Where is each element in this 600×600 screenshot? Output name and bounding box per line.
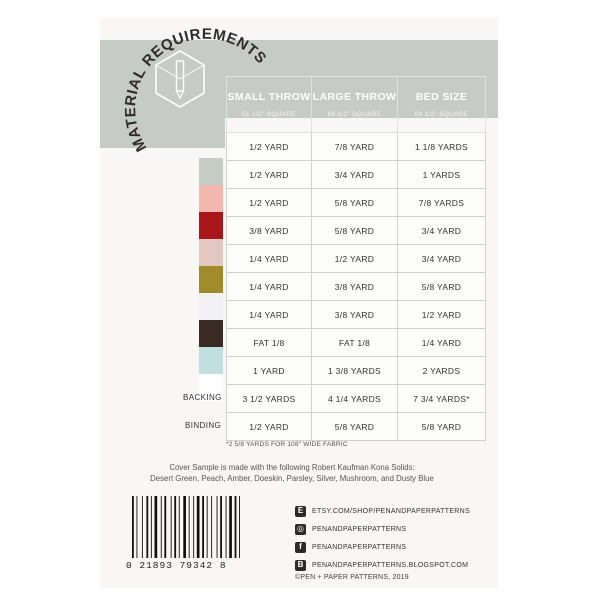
- table-cell: 7 3/4 YARDS*: [398, 385, 486, 413]
- table-cell: FAT 1/8: [312, 329, 398, 357]
- table-row: [227, 133, 486, 161]
- fabric-swatch: [199, 212, 223, 239]
- fabric-swatches: [199, 158, 223, 401]
- footnote: *2 5/8 YARDS FOR 108" WIDE FABRIC: [226, 441, 348, 448]
- table-row: [227, 217, 486, 245]
- table-cell: 1 3/8 YARDS: [312, 357, 398, 385]
- table-row: [227, 245, 486, 273]
- social-link-instagram[interactable]: [295, 521, 470, 537]
- barcode-bar: [235, 496, 237, 558]
- table-cell: 7/8 YARDS: [398, 189, 486, 217]
- table-row: [227, 189, 486, 217]
- table-cell: 1/4 YARD: [398, 329, 486, 357]
- fabric-swatch: [199, 293, 223, 320]
- table-cell: 3/4 YARD: [398, 245, 486, 273]
- table-cell: 5/8 YARD: [312, 189, 398, 217]
- table-cell: 1/2 YARD: [398, 301, 486, 329]
- facebook-icon: f: [295, 542, 306, 553]
- table-cell: 1 YARD: [227, 357, 312, 385]
- barcode-bar: [161, 496, 162, 558]
- cover-line: Desert Green, Peach, Amber, Doeskin, Parsley, Silver, Mushroom, and Dusty Blue: [150, 474, 434, 483]
- barcode-bar: [174, 496, 176, 558]
- table-cell: 1/4 YARD: [227, 273, 312, 301]
- table-cell: 3/8 YARD: [312, 301, 398, 329]
- pen-logo-icon: [153, 48, 207, 110]
- table-row: [227, 385, 486, 413]
- table-cell: 3/4 YARD: [312, 161, 398, 189]
- barcode-bar: [189, 496, 190, 558]
- barcode-bar: [132, 496, 134, 558]
- social-links: [295, 503, 470, 575]
- material-table: [226, 76, 486, 441]
- barcode-bar: [197, 496, 200, 558]
- table-cell: 3/8 YARD: [312, 273, 398, 301]
- table-cell: 3/4 YARD: [398, 217, 486, 245]
- table-cell: 3/8 YARD: [227, 217, 312, 245]
- table-row: [227, 357, 486, 385]
- barcode-bar: [193, 496, 194, 558]
- barcode-bar: [155, 496, 158, 558]
- barcode-bar: [146, 496, 148, 558]
- barcode-bar: [220, 496, 222, 558]
- column-header: BED SIZE 84 1/2" SQUARE: [398, 77, 486, 133]
- barcode-bar: [142, 496, 143, 558]
- barcode-bar: [179, 496, 180, 558]
- barcode-bar: [239, 496, 240, 558]
- barcode-bar: [171, 496, 172, 558]
- cover-sample-note: [112, 462, 472, 484]
- table-cell: 5/8 YARD: [312, 413, 398, 441]
- table-row: [227, 301, 486, 329]
- table-row: [227, 329, 486, 357]
- instagram-icon: ◎: [295, 524, 306, 535]
- table-cell: 5/8 YARD: [398, 413, 486, 441]
- barcode-bar: [151, 496, 152, 558]
- barcode-bar: [226, 496, 227, 558]
- table-cell: 1/4 YARD: [227, 245, 312, 273]
- row-label-backing: BACKING: [183, 393, 222, 402]
- social-text: PENANDPAPERPATTERNS: [312, 543, 407, 551]
- table-cell: 4 1/4 YARDS: [312, 385, 398, 413]
- blogger-icon: B: [295, 560, 306, 571]
- table-cell: 5/8 YARD: [398, 273, 486, 301]
- page-title: MATERIAL REQUIREMENTS: [122, 25, 270, 155]
- barcode-bar: [202, 496, 204, 558]
- fabric-swatch: [199, 320, 223, 347]
- table-cell: 1 1/8 YARDS: [398, 133, 486, 161]
- social-link-facebook[interactable]: [295, 539, 470, 555]
- barcode-bar: [183, 496, 186, 558]
- table-cell: 1/2 YARD: [227, 189, 312, 217]
- table-cell: 1/2 YARD: [227, 161, 312, 189]
- table-row: [227, 273, 486, 301]
- table-row: [227, 161, 486, 189]
- table-row: [227, 413, 486, 441]
- table-cell: FAT 1/8: [227, 329, 312, 357]
- fabric-swatch: [199, 239, 223, 266]
- etsy-icon: E: [295, 506, 306, 517]
- row-label-binding: BINDING: [185, 421, 222, 430]
- fabric-swatch: [199, 266, 223, 293]
- barcode-bar: [164, 496, 166, 558]
- table-cell: 3 1/2 YARDS: [227, 385, 312, 413]
- table-cell: 1/4 YARD: [227, 301, 312, 329]
- fabric-swatch: [199, 347, 223, 374]
- social-text: ETSY.COM/SHOP/PENANDPAPERPATTERNS: [312, 507, 470, 515]
- column-header: SMALL THROW 51 1/2" SQUARE: [227, 77, 312, 133]
- fabric-swatch: [199, 185, 223, 212]
- table-cell: 1/2 YARD: [227, 413, 312, 441]
- table-cell: 7/8 YARD: [312, 133, 398, 161]
- barcode-bar: [217, 496, 218, 558]
- column-header: LARGE THROW 68 1/2" SQUARE: [312, 77, 398, 133]
- barcode-bar: [207, 496, 208, 558]
- social-link-etsy[interactable]: [295, 503, 470, 519]
- barcode-bar: [137, 496, 138, 558]
- copyright: ©PEN + PAPER PATTERNS, 2019: [295, 574, 409, 581]
- barcode-bar: [229, 496, 232, 558]
- table-cell: 2 YARDS: [398, 357, 486, 385]
- social-text: PENANDPAPERPATTERNS.BLOGSPOT.COM: [312, 561, 469, 569]
- table-cell: 1 YARDS: [398, 161, 486, 189]
- table-cell: 5/8 YARD: [312, 217, 398, 245]
- fabric-swatch: [199, 158, 223, 185]
- barcode: [132, 496, 242, 558]
- barcode-numbers: 0 21893 79342 8: [126, 560, 227, 571]
- cover-line: Cover Sample is made with the following Robert Kaufman Kona Solids:: [169, 463, 415, 472]
- table-cell: 1/2 YARD: [227, 133, 312, 161]
- social-link-blogger[interactable]: [295, 557, 470, 573]
- barcode-bar: [211, 496, 212, 558]
- table-cell: 1/2 YARD: [312, 245, 398, 273]
- social-text: PENANDPAPERPATTERNS: [312, 525, 407, 533]
- table-header-row: [227, 77, 486, 133]
